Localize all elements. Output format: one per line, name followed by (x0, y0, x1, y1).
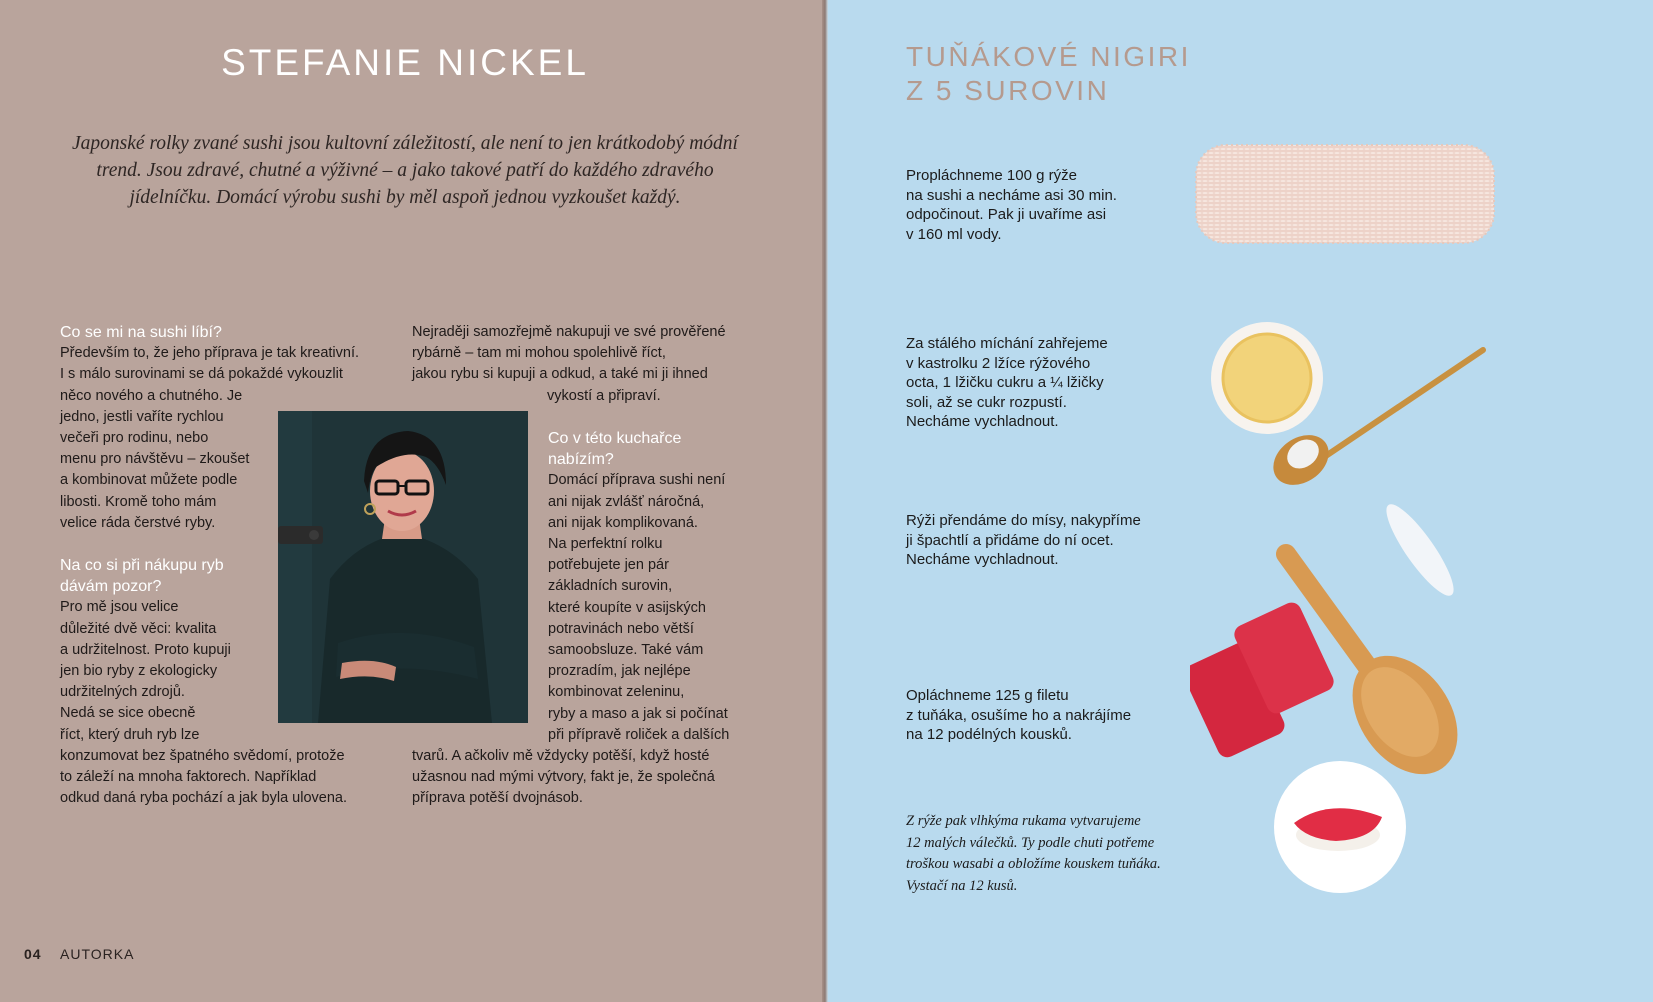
text-line: jen bio ryby z ekologicky (60, 663, 218, 680)
text-line: udržitelných zdrojů. (60, 684, 185, 701)
text-line: Především to, že jeho příprava je tak kreativní. (60, 345, 359, 362)
step-line: octa, 1 lžičku cukru a ¼ lžičky (906, 374, 1104, 391)
column-right-narrow (548, 428, 758, 746)
recipe-step-3 (906, 511, 1166, 570)
heading-line: nabízím? (548, 451, 614, 469)
text-line: základních surovin, (548, 578, 673, 595)
heading-line: dávám pozor? (60, 578, 162, 596)
narrow-text-block (60, 386, 268, 746)
rice-grains-image (1190, 135, 1520, 255)
text-line: jakou rybu si kupuji a odkud, a také mi ji ihned (412, 366, 708, 383)
text-line: vykostí a připraví. (547, 387, 661, 404)
text-line: příprava potěší dvojnásob. (412, 790, 583, 807)
heading-what-i-like: Co se mi na sushi líbí? (60, 324, 222, 341)
step-line: Z rýže pak vlhkýma rukama vytvarujeme (906, 813, 1141, 829)
step-line: Opláchneme 125 g filetu (906, 687, 1069, 704)
text-line: libosti. Kromě toho mám (60, 493, 217, 510)
text-line: a kombinovat můžete podle (60, 472, 238, 489)
text-line: Nejraději samozřejmě nakupuji ve své prověřené (412, 324, 726, 340)
step-line: soli, až se cukr rozpustí. (906, 393, 1067, 411)
intro-line: Japonské rolky zvané sushi jsou kultovní záležitostí, ale není to jen krátkodobý módní (72, 133, 738, 154)
tuna-and-wooden-spoon-image (1190, 540, 1510, 780)
heading-fish-shopping (60, 555, 268, 597)
author-portrait-photo (278, 411, 528, 723)
heading-line: Na co si při nákupu ryb (60, 557, 224, 575)
recipe-step-2 (906, 334, 1166, 432)
text-line: rybárně – tam mi mohou spolehlivě říct, (412, 345, 666, 362)
text-line: tvarů. A ačkoliv mě vždycky potěší, když hosté (412, 748, 710, 764)
step-line: 12 malých válečků. Ty podle chuti potřeme (906, 834, 1155, 851)
intro-line: trend. Jsou zdravé, chutné a výživné – a jako takové patří do každého zdravého (96, 160, 714, 181)
text-line: I s málo surovinami se dá pokaždé vykouzlit (60, 366, 343, 383)
step-line: troškou wasabi a obložíme kouskem tuňáka. (906, 856, 1161, 872)
text-line: odkud daná ryba pochází a jak byla ulovena. (60, 790, 347, 807)
text-line: to záleží na mnoha faktorech. Například (60, 769, 317, 786)
text-line: potravinách nebo větší (548, 620, 694, 637)
text-line: menu pro návštěvu – zkoušet (60, 451, 250, 468)
text-line: prozradím, jak nejlépe (548, 663, 691, 680)
text-line: večeři pro rodinu, nebo (60, 430, 209, 447)
recipe-title (906, 40, 1326, 108)
column-right-top (412, 322, 752, 407)
nigiri-plate-image (1270, 757, 1410, 897)
intro-paragraph (60, 130, 750, 211)
text-line: Pro mě jsou velice (60, 599, 179, 616)
step-line: Vystačí na 12 kusů. (906, 877, 1018, 894)
column-left-bottom (60, 746, 400, 810)
text-line: důležité dvě věci: kvalita (60, 620, 217, 637)
heading-line: Co v této kuchařce (548, 430, 682, 447)
step-line: Za stálého míchání zahřejeme (906, 335, 1108, 352)
step-line: Rýži přendáme do mísy, nakypříme (906, 512, 1141, 529)
text-line: ani nijak komplikovaná. (548, 514, 698, 531)
recipe-step-5 (906, 811, 1196, 897)
text-line: konzumovat bez špatného svědomí, protože (60, 748, 345, 764)
section-label: AUTORKA (60, 946, 135, 962)
recipe-step-4 (906, 686, 1166, 745)
step-line: Necháme vychladnout. (906, 551, 1059, 568)
title-line: TUŇÁKOVÉ NIGIRI (906, 41, 1191, 72)
text-line: potřebujete jen pár (548, 557, 669, 574)
step-line: na 12 podélných kousků. (906, 726, 1072, 743)
text-line: něco nového a chutného. Je (60, 387, 243, 404)
text-line: kombinovat zeleninu, (548, 684, 685, 701)
text-line: samoobsluze. Také vám (548, 642, 704, 659)
step-line: v kastrolku 2 lžíce rýžového (906, 354, 1091, 372)
text-line: užasnou nad mými výtvory, fakt je, že společná (412, 769, 715, 786)
intro-line: jídelníčku. Domácí výrobu sushi by měl aspoň jednou vyzkoušet každý. (129, 187, 681, 208)
step-line: na sushi a necháme asi 30 min. (906, 186, 1117, 204)
step-line: odpočinout. Pak ji uvaříme asi (906, 206, 1107, 223)
step-line: Propláchneme 100 g rýže (906, 167, 1077, 184)
step-line: v 160 ml vody. (906, 225, 1002, 243)
page-number: 04 (24, 946, 42, 962)
text-line: jedno, jestli vaříte rychlou (60, 408, 224, 425)
text-line: říct, který druh ryb lze (60, 726, 200, 743)
vinegar-bowl-and-spoon-image (1205, 320, 1505, 495)
text-line: které koupíte v asijských (548, 599, 706, 616)
text-line: a udržitelnost. Proto kupuji (60, 641, 231, 658)
text-line: Domácí příprava sushi není (548, 472, 726, 489)
heading-cookbook-offer (548, 428, 758, 470)
author-name: STEFANIE NICKEL (221, 42, 589, 83)
text-line: ryby a maso a jak si počínat (548, 705, 728, 722)
column-right-bottom (412, 746, 752, 810)
text-line: Nedá se sice obecně (60, 705, 196, 722)
step-line: Necháme vychladnout. (906, 413, 1059, 430)
step-line: z tuňáka, osušíme ho a nakrájíme (906, 706, 1132, 724)
text-line: Na perfektní rolku (548, 536, 663, 553)
step-line: ji špachtlí a přidáme do ní ocet. (906, 531, 1114, 549)
text-line: velice ráda čerstvé ryby. (60, 514, 216, 531)
text-line: při přípravě roliček a dalších (548, 726, 730, 743)
recipe-step-1 (906, 166, 1166, 244)
title-line: Z 5 SUROVIN (906, 75, 1110, 106)
text-line: ani nijak zvlášť náročná, (548, 493, 705, 510)
